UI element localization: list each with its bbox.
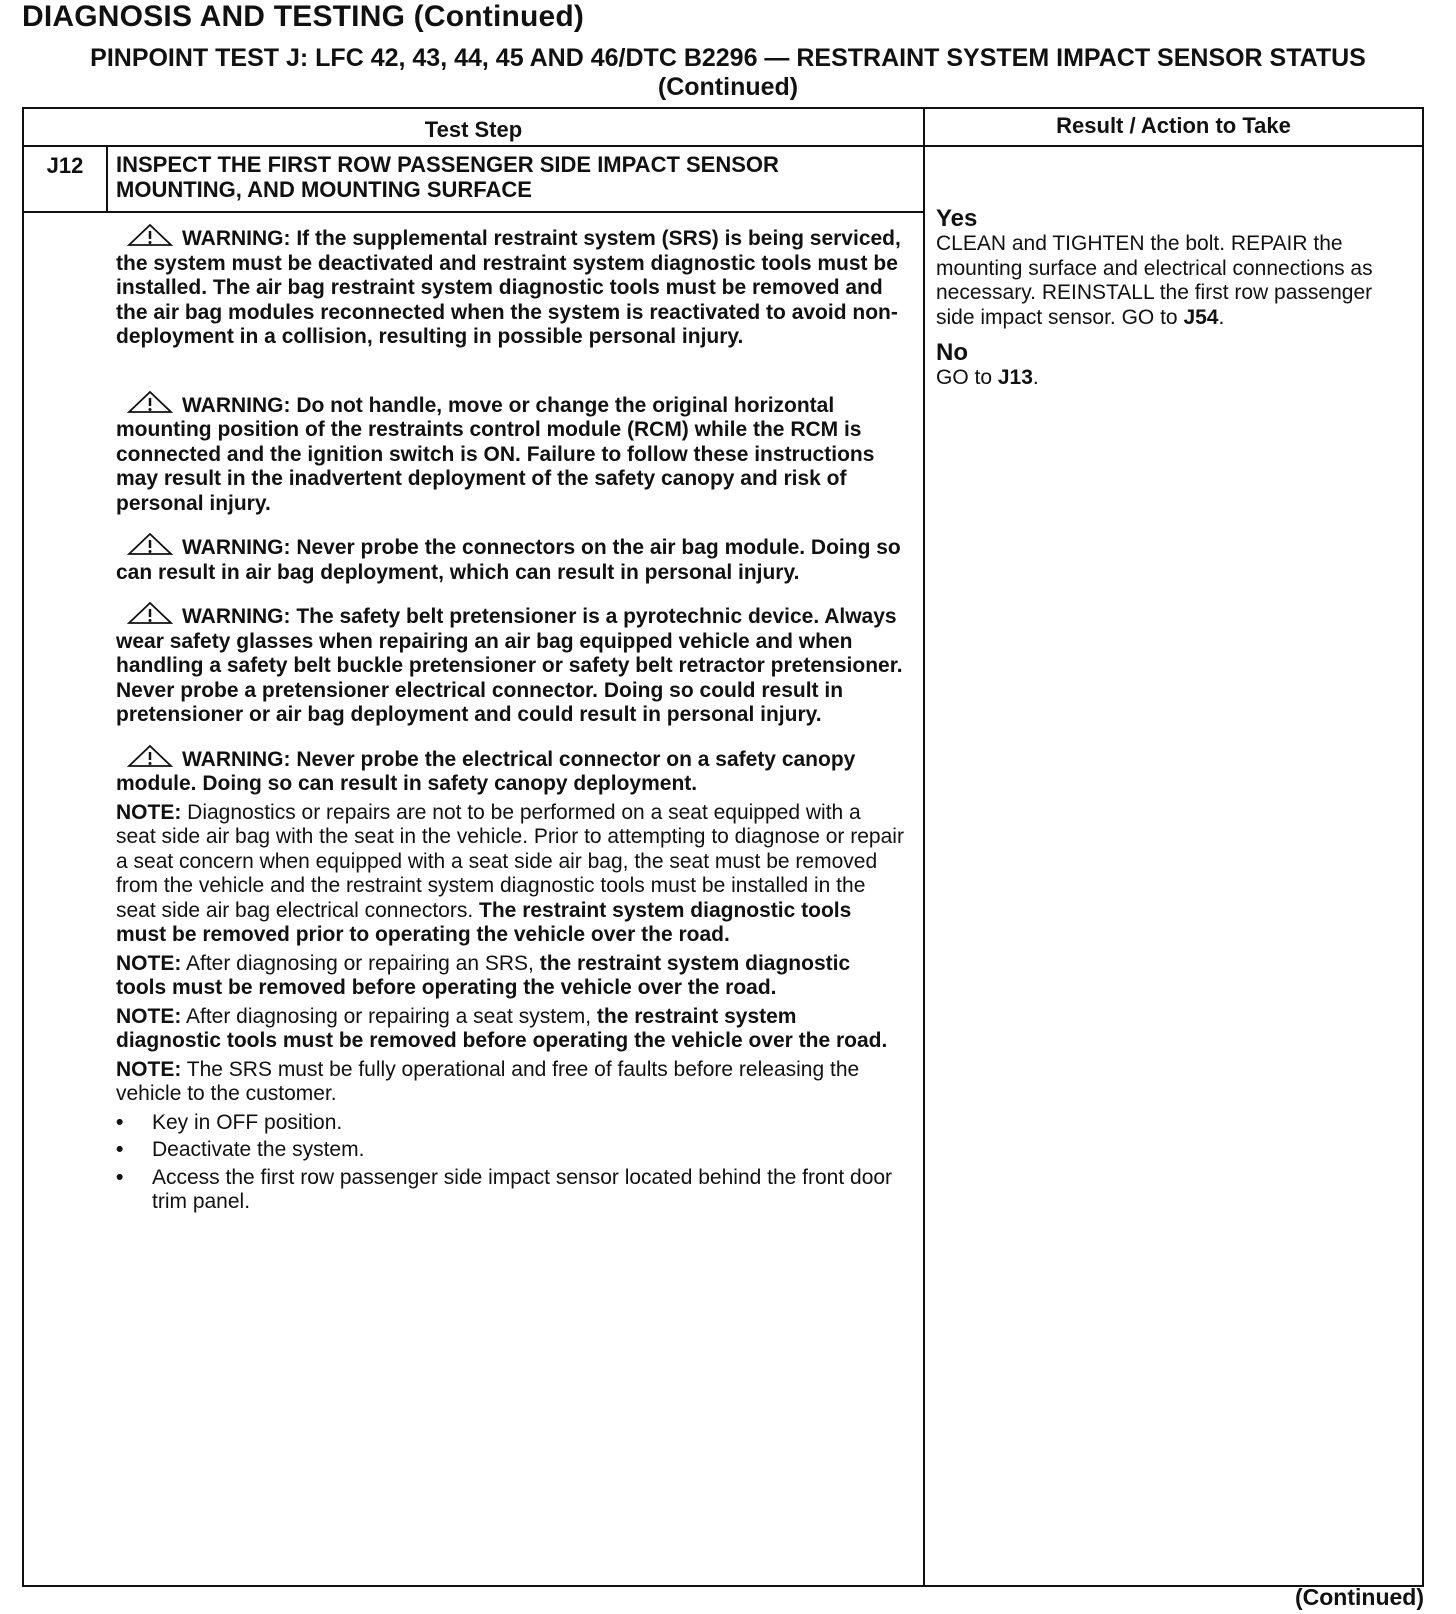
list-item-text: Key in OFF position. <box>152 1110 343 1134</box>
note-label: NOTE: <box>116 800 182 824</box>
yes-target-link[interactable]: J54 <box>1183 305 1219 329</box>
note-2 <box>116 952 906 1001</box>
step-id: J12 <box>46 153 84 178</box>
note-4 <box>116 1058 906 1107</box>
note-label: NOTE: <box>116 951 182 975</box>
note-label: NOTE: <box>116 1004 182 1028</box>
note-text: After diagnosing or repairing an SRS, <box>181 951 540 975</box>
no-end: . <box>1032 366 1039 389</box>
result-column <box>936 206 1406 401</box>
warning-triangle-icon <box>126 223 174 247</box>
note-emphasis: the restraint system diagnostic tools must be removed before operating the vehicle over the road. <box>116 951 851 999</box>
note-1 <box>116 801 906 948</box>
note-emphasis: the restraint system diagnostic tools must be removed before operating the vehicle over the road. <box>116 1004 888 1052</box>
list-item <box>116 1166 906 1215</box>
bullet-icon: • <box>116 1138 124 1161</box>
list-item-text: Access the first row passenger side impact sensor located behind the front door trim panel. <box>152 1165 893 1213</box>
pinpoint-test-title: PINPOINT TEST J: LFC 42, 43, 44, 45 AND 46/DTC B2296 — RESTRAINT SYSTEM IMPACT SENSOR STATUS (Continued) <box>90 44 1366 101</box>
warning-text: WARNING: Do not handle, move or change the original horizontal mounting position of the restraints control module (RCM) while the RCM is connected and the ignition switch is ON. Failure to follow these instructions may result in the inadvertent deployment of the safety canopy and risk of personal injury. <box>116 393 875 515</box>
column-header-result: Result / Action to Take <box>1056 113 1291 138</box>
procedure-list <box>116 1111 906 1215</box>
warning-text: WARNING: Never probe the electrical connector on a safety canopy module. Doing so can result in safety canopy deployment. <box>116 747 856 795</box>
warning-triangle-icon <box>126 532 174 556</box>
yes-label: Yes <box>936 205 978 232</box>
continued-footer: (Continued) <box>1294 1584 1424 1610</box>
warning-text: WARNING: If the supplemental restraint system (SRS) is being serviced, the system must be deactivated and restraint system diagnostic tools must be installed. The air bag restraint system diagnostic tools must be removed and the air bag modules reconnected when the system is reactivated to avoid non-deployment in a collision, resulting in possible personal injury. <box>116 227 901 348</box>
no-target-link[interactable]: J13 <box>997 366 1033 389</box>
step-content <box>116 223 906 1218</box>
step-title: INSPECT THE FIRST ROW PASSENGER SIDE IMPACT SENSOR MOUNTING, AND MOUNTING SURFACE <box>116 152 779 202</box>
warning-1 <box>116 223 906 350</box>
step-id-divider <box>106 147 108 211</box>
note-text: Diagnostics or repairs are not to be performed on a seat equipped with a seat side air bag with the seat in the vehicle. Prior to attempting to diagnose or repair a seat concern when equipped with a seat side air bag, the seat must be removed from the vehicle and the restraint system diagnostic tools must be installed in the seat side air bag electrical connectors. <box>116 800 904 922</box>
header-divider <box>24 145 1422 147</box>
column-divider <box>923 109 925 1585</box>
warning-text: WARNING: Never probe the connectors on the air bag module. Doing so can result in air bag deployment, which can result in personal injury. <box>116 536 901 584</box>
yes-end: . <box>1218 305 1225 329</box>
yes-action: CLEAN and TIGHTEN the bolt. REPAIR the mounting surface and electrical connections as necessary. REINSTALL the first row passenger side impact sensor. GO to <box>936 232 1373 329</box>
list-item <box>116 1111 906 1136</box>
warning-2 <box>116 390 906 517</box>
bullet-icon: • <box>116 1110 124 1134</box>
note-label: NOTE: <box>116 1057 182 1081</box>
test-table <box>22 107 1424 1587</box>
page-title: DIAGNOSIS AND TESTING (Continued) <box>22 0 585 33</box>
result-yes <box>936 206 1406 330</box>
result-no <box>936 340 1406 391</box>
warning-4 <box>116 601 906 728</box>
step-title-divider <box>24 211 923 213</box>
warning-triangle-icon <box>126 601 174 625</box>
column-header-test-step: Test Step <box>424 117 523 142</box>
warning-text: WARNING: The safety belt pretensioner is a pyrotechnic device. Always wear safety glasses when repairing an air bag equipped vehicle and when handling a safety belt buckle pretensioner or safety belt retractor pretensioner. Never probe a pretensioner electrical connector. Doing so could result in pretensioner or air bag deployment and could result in personal injury. <box>116 605 903 726</box>
note-emphasis: The restraint system diagnostic tools must be removed prior to operating the vehicle over the road. <box>116 898 852 946</box>
warning-5 <box>116 744 906 797</box>
note-text: The SRS must be fully operational and free of faults before releasing the vehicle to the customer. <box>116 1057 860 1105</box>
no-action: GO to <box>936 366 998 389</box>
list-item <box>116 1138 906 1163</box>
note-text: After diagnosing or repairing a seat system, <box>181 1004 597 1028</box>
bullet-icon: • <box>116 1165 124 1189</box>
list-item-text: Deactivate the system. <box>152 1138 365 1161</box>
warning-triangle-icon <box>126 744 174 768</box>
warning-triangle-icon <box>126 390 174 414</box>
note-3 <box>116 1005 906 1054</box>
warning-3 <box>116 532 906 585</box>
no-label: No <box>936 339 968 366</box>
